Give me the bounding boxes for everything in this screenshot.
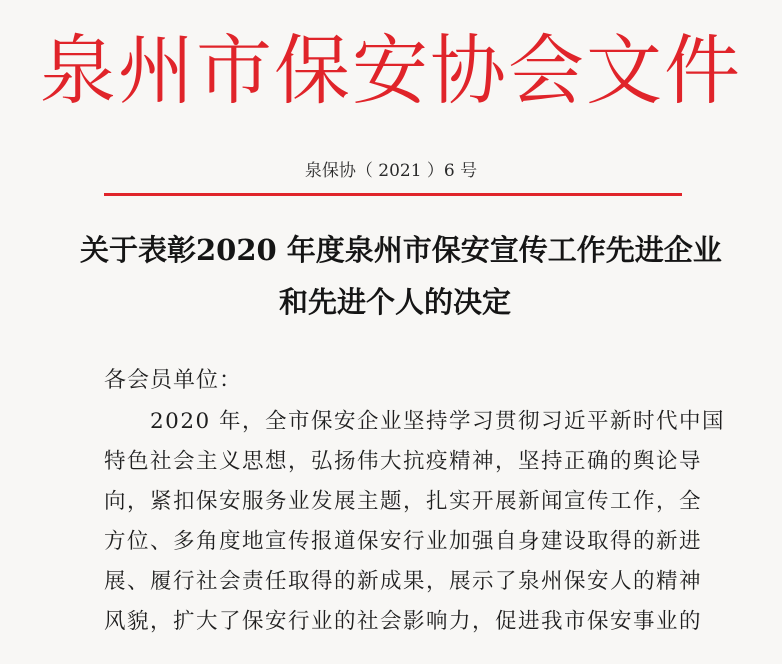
body-line: 方位、多角度地宣传报道保安行业加强自身建设取得的新进 [104,529,703,554]
masthead-title: 泉州市保安协会文件 [40,26,742,115]
body-line: 2020 年，全市保安企业坚持学习贯彻习近平新时代中国 [150,409,726,434]
title-line-1: 关于表彰2020 年度泉州市保安宣传工作先进企业 [80,233,722,267]
body-line: 特色社会主义思想，弘扬伟大抗疫精神，坚持正确的舆论导 [104,449,703,474]
title-line-2: 和先进个人的决定 [278,285,511,319]
red-divider-rule [104,193,682,196]
document-title [80,224,722,328]
document-number: 泉保协（ 2021 ）6 号 [304,161,478,181]
body-paragraph [104,402,726,642]
body-line: 向，紧扣保安服务业发展主题，扎实开展新闻宣传工作，全 [104,489,703,514]
body-line: 风貌，扩大了保安行业的社会影响力，促进我市保安事业的 [104,609,703,634]
body-line: 展、履行社会责任取得的新成果，展示了泉州保安人的精神 [104,569,703,594]
salutation: 各会员单位： [104,368,243,393]
